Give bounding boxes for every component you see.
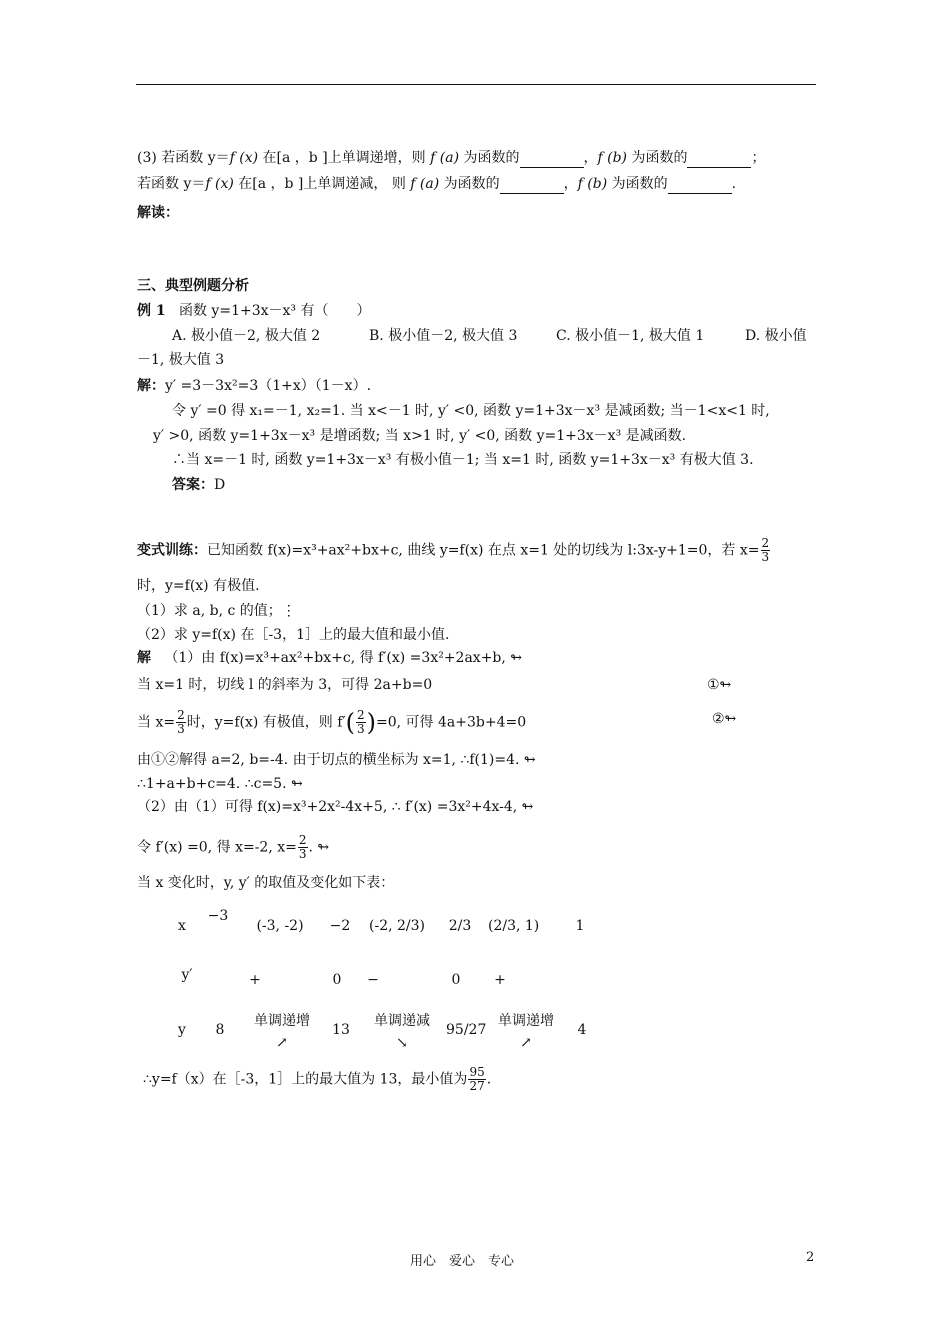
- equation-mark-1: ①↬: [707, 677, 732, 693]
- footer-motto: 用心 爱心 专心: [410, 1254, 515, 1269]
- section-title: 三、典型例题分析: [137, 278, 249, 294]
- table-cell: 1: [575, 918, 585, 934]
- table-cell: 8: [215, 1022, 225, 1038]
- table-cell: (2/3, 1): [488, 918, 540, 934]
- fraction: $\frac{2}{3}$: [357, 708, 365, 736]
- variant-sol-7: 令 f′(x) =0, 得 x=-2, x= $\frac{2}{3}$ . ↬: [137, 833, 330, 861]
- option-c: C. 极小值－1, 极大值 1: [556, 328, 705, 344]
- answer-blank: [500, 179, 564, 194]
- table-cell: −3: [207, 908, 229, 924]
- answer-blank: [687, 153, 751, 168]
- table-cell: 0: [451, 972, 461, 988]
- table-cell: 4: [577, 1022, 587, 1038]
- jiedu-label: 解读：: [137, 205, 179, 221]
- fraction: $\frac{2}{3}$: [761, 536, 770, 564]
- conclusion: ∴y=f（x）在［-3，1］上的最大值为 13，最小值为 $\frac{95}{27}$ .: [143, 1065, 492, 1093]
- table-cell: +: [494, 972, 506, 988]
- answer-blank: [668, 179, 732, 194]
- fraction: $\frac{2}{3}$: [177, 708, 185, 736]
- variant-sol-3: 当 x= $\frac{2}{3}$ 时，y=f(x) 有极值，则 f′( $\frac{2}{3}$ )=0, 可得 4a+3b+4=0: [137, 708, 527, 737]
- header-rule: [136, 84, 816, 85]
- table-cell: 0: [332, 972, 342, 988]
- option-d-cont: －1, 极大值 3: [137, 352, 225, 368]
- table-cell: +: [249, 972, 261, 988]
- table-cell: 单调递增 ↗: [254, 1013, 310, 1051]
- table-cell: (-2, 2/3): [369, 918, 425, 934]
- option-b: B. 极小值－2, 极大值 3: [369, 328, 518, 344]
- answer-blank: [520, 153, 584, 168]
- table-cell: 2/3: [448, 918, 472, 934]
- table-cell: y: [178, 1022, 186, 1038]
- variant-sol-1: 解 （1）由 f(x)=x³+ax²+bx+c, 得 f′(x) =3x²+2ax+b, ↬: [137, 650, 523, 666]
- variant-sol-4: 由①②解得 a=2, b=-4. 由于切点的横坐标为 x=1, ∴f(1)=4. ↬: [137, 752, 536, 768]
- example-1-sol-3: y′ >0, 函数 y=1+3x－x³ 是增函数; 当 x>1 时, y′ <0, 函数 y=1+3x－x³ 是减函数.: [153, 428, 687, 444]
- example-1-sol-2: 令 y′ =0 得 x₁=－1, x₂=1. 当 x<－1 时, y′ <0, 函数 y=1+3x－x³ 是减函数; 当－1<x<1 时,: [172, 403, 770, 419]
- variant-sol-2: 当 x=1 时，切线 l 的斜率为 3，可得 2a+b=0: [137, 677, 433, 693]
- fraction: $\frac{95}{27}$: [469, 1065, 485, 1093]
- table-cell: 单调递增 ↗: [498, 1013, 554, 1051]
- variant-stem-2: 时，y=f(x) 有极值.: [137, 578, 260, 594]
- variant-sol-5: ∴1+a+b+c=4. ∴c=5. ↬: [137, 776, 303, 792]
- page-number: 2: [806, 1250, 815, 1265]
- table-cell: −2: [329, 918, 351, 934]
- table-cell: x: [178, 918, 186, 934]
- fraction: $\frac{2}{3}$: [298, 833, 307, 861]
- variant-sol-8: 当 x 变化时，y, y′ 的取值及变化如下表：: [137, 875, 395, 891]
- table-cell: 13: [332, 1022, 350, 1038]
- item-3-line2: 若函数 y＝f (x) 在[a ，b ]上单调递减， 则 f (a) 为函数的 ，f (b) 为函数的 .: [137, 176, 737, 192]
- example-1-sol-1: 解：y′ =3－3x²=3（1+x）（1－x）.: [137, 378, 372, 394]
- table-cell: y′: [181, 967, 193, 983]
- variant-q1: （1）求 a, b, c 的值；⋮: [137, 603, 296, 619]
- table-cell: 单调递减 ↘: [374, 1013, 430, 1051]
- table-cell: 95/27: [446, 1022, 487, 1038]
- item-3-line1: (3) 若函数 y＝f (x) 在[a ，b ]上单调递增，则 f (a) 为函数的 ，f (b) 为函数的 ；: [137, 150, 766, 166]
- variant-sol-6: （2）由（1）可得 f(x)=x³+2x²-4x+5, ∴ f′(x) =3x²+4x-4, ↬: [137, 799, 534, 815]
- example-1-sol-4: ∴当 x=－1 时, 函数 y=1+3x－x³ 有极小值－1; 当 x=1 时, 函数 y=1+3x－x³ 有极大值 3.: [172, 452, 754, 468]
- equation-mark-2: ②↬: [712, 711, 737, 727]
- table-cell: (-3, -2): [256, 918, 304, 934]
- table-cell: −: [367, 972, 379, 988]
- variant-stem-1: 变式训练：已知函数 f(x)=x³+ax²+bx+c, 曲线 y=f(x) 在点 x=1 处的切线为 l:3x-y+1=0，若 x= $\frac{2}{3}$: [137, 536, 770, 564]
- option-a: A. 极小值－2, 极大值 2: [172, 328, 321, 344]
- option-d: D. 极小值: [745, 328, 807, 344]
- example-1-answer: 答案：D: [172, 477, 226, 493]
- variant-q2: （2）求 y=f(x) 在［-3，1］上的最大值和最小值.: [137, 627, 450, 643]
- example-1-stem: 例 1 函数 y=1+3x－x³ 有（ ）: [137, 303, 371, 319]
